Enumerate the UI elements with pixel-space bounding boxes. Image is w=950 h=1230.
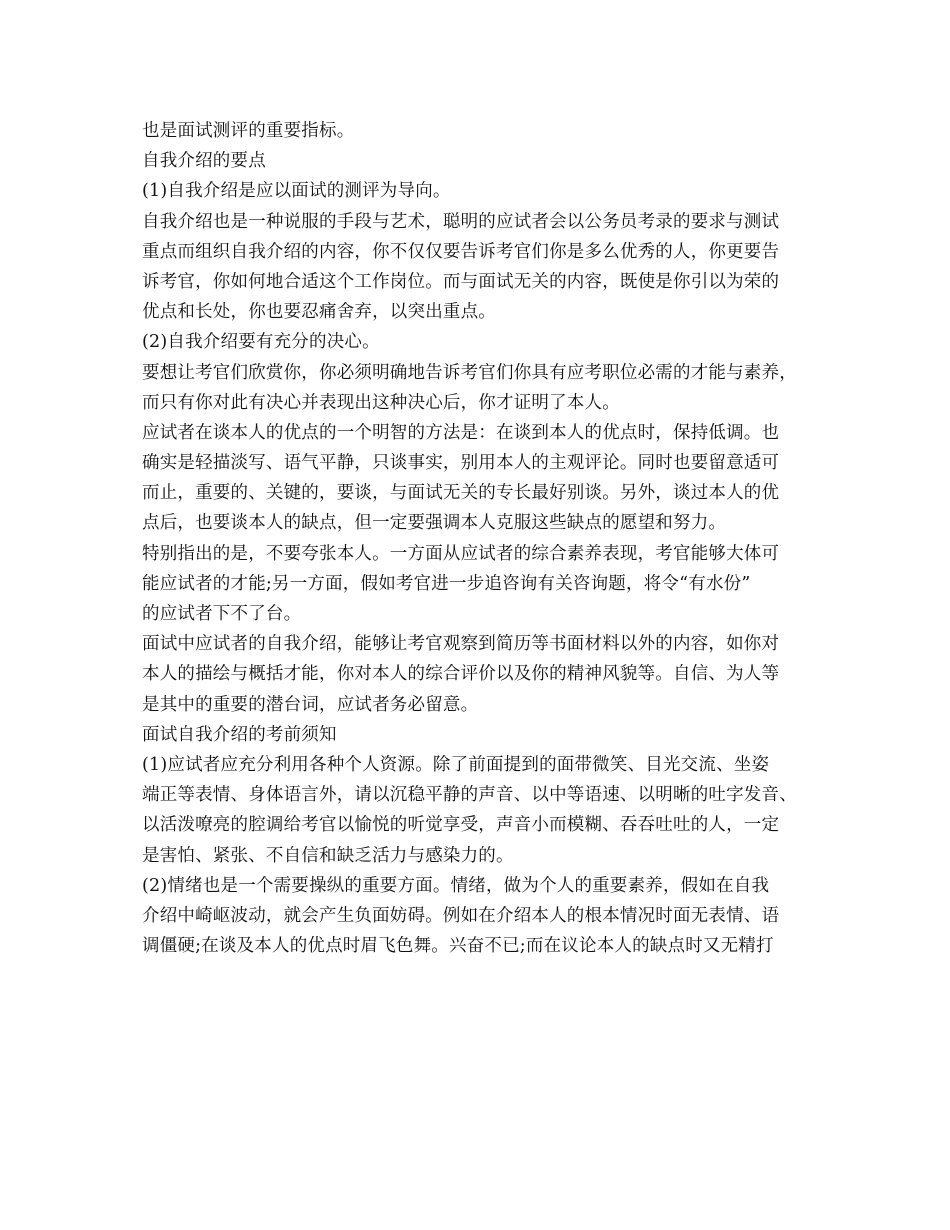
subheading: (2)自我介绍要有充分的决心。 <box>142 332 380 353</box>
text-line: (2)情绪也是一个需要操纵的重要方面。情绪，做为个人的重要素养，假如在自我 <box>142 875 770 896</box>
text-line: 而只有你对此有决心并表现出这种决心后，你才证明了本人。 <box>142 392 620 413</box>
text-line: 优点和长处，你也要忍痛舍弃，以突出重点。 <box>142 302 496 323</box>
text-line: 是其中的重要的潜台词，应试者务必留意。 <box>142 694 479 715</box>
text-line: 能应试者的才能;另一方面，假如考官进一步追咨询有关咨询题，将令“有水份” <box>142 573 751 594</box>
text-line: 重点而组织自我介绍的内容，你不仅仅要告诉考官们你是多么优秀的人，你更要告 <box>142 241 780 262</box>
text-line: (1)应试者应充分利用各种个人资源。除了前面提到的面带微笑、目光交流、坐姿 <box>142 754 770 775</box>
subheading: (1)自我介绍是应以面试的测评为导向。 <box>142 181 451 202</box>
section-heading: 面试自我介绍的考前须知 <box>142 724 337 745</box>
text-line: 特别指出的是，不要夸张本人。一方面从应试者的综合素养表现，考官能够大体可 <box>142 543 780 564</box>
text-line: 端正等表情、身体语言外，请以沉稳平静的声音、以中等语速、以明晰的吐字发音、 <box>142 785 797 806</box>
text-line: 应试者在谈本人的优点的一个明智的方法是：在谈到本人的优点时，保持低调。也 <box>142 422 780 443</box>
text-line: 是害怕、紧张、不自信和缺乏活力与感染力的。 <box>142 845 514 866</box>
text-line: 以活泼嘹亮的腔调给考官以愉悦的听觉享受，声音小而模糊、吞吞吐吐的人，一定 <box>142 815 780 836</box>
text-line: 而止，重要的、关键的，要谈，与面试无关的专长最好别谈。另外，谈过本人的优 <box>142 483 780 504</box>
text-line: 介绍中崎岖波动，就会产生负面妨碍。例如在介绍本人的根本情况时面无表情、语 <box>142 905 780 926</box>
text-line: 点后，也要谈本人的缺点，但一定要强调本人克服这些缺点的愿望和努力。 <box>142 513 727 534</box>
text-line: 自我介绍也是一种说服的手段与艺术，聪明的应试者会以公务员考录的要求与测试 <box>142 211 780 232</box>
text-line: 也是面试测评的重要指标。 <box>142 121 355 141</box>
text-line: 要想让考官们欣赏你，你必须明确地告诉考官们你具有应考职位必需的才能与素养， <box>142 362 797 383</box>
document-body <box>142 116 822 961</box>
section-heading: 自我介绍的要点 <box>142 151 266 172</box>
text-line: 调僵硬;在谈及本人的优点时眉飞色舞。兴奋不已;而在议论本人的缺点时又无精打 <box>142 936 774 957</box>
text-line: 的应试者下不了台。 <box>142 604 302 624</box>
text-line: 确实是轻描淡写、语气平静，只谈事实，别用本人的主观评论。同时也要留意适可 <box>142 453 780 474</box>
text-line: 诉考官，你如何地合适这个工作岗位。而与面试无关的内容，既使是你引以为荣的 <box>142 271 780 292</box>
text-line: 本人的描绘与概括才能，你对本人的综合评价以及你的精神风貌等。自信、为人等 <box>142 664 780 685</box>
text-line: 面试中应试者的自我介绍，能够让考官观察到简历等书面材料以外的内容，如你对 <box>142 634 780 655</box>
